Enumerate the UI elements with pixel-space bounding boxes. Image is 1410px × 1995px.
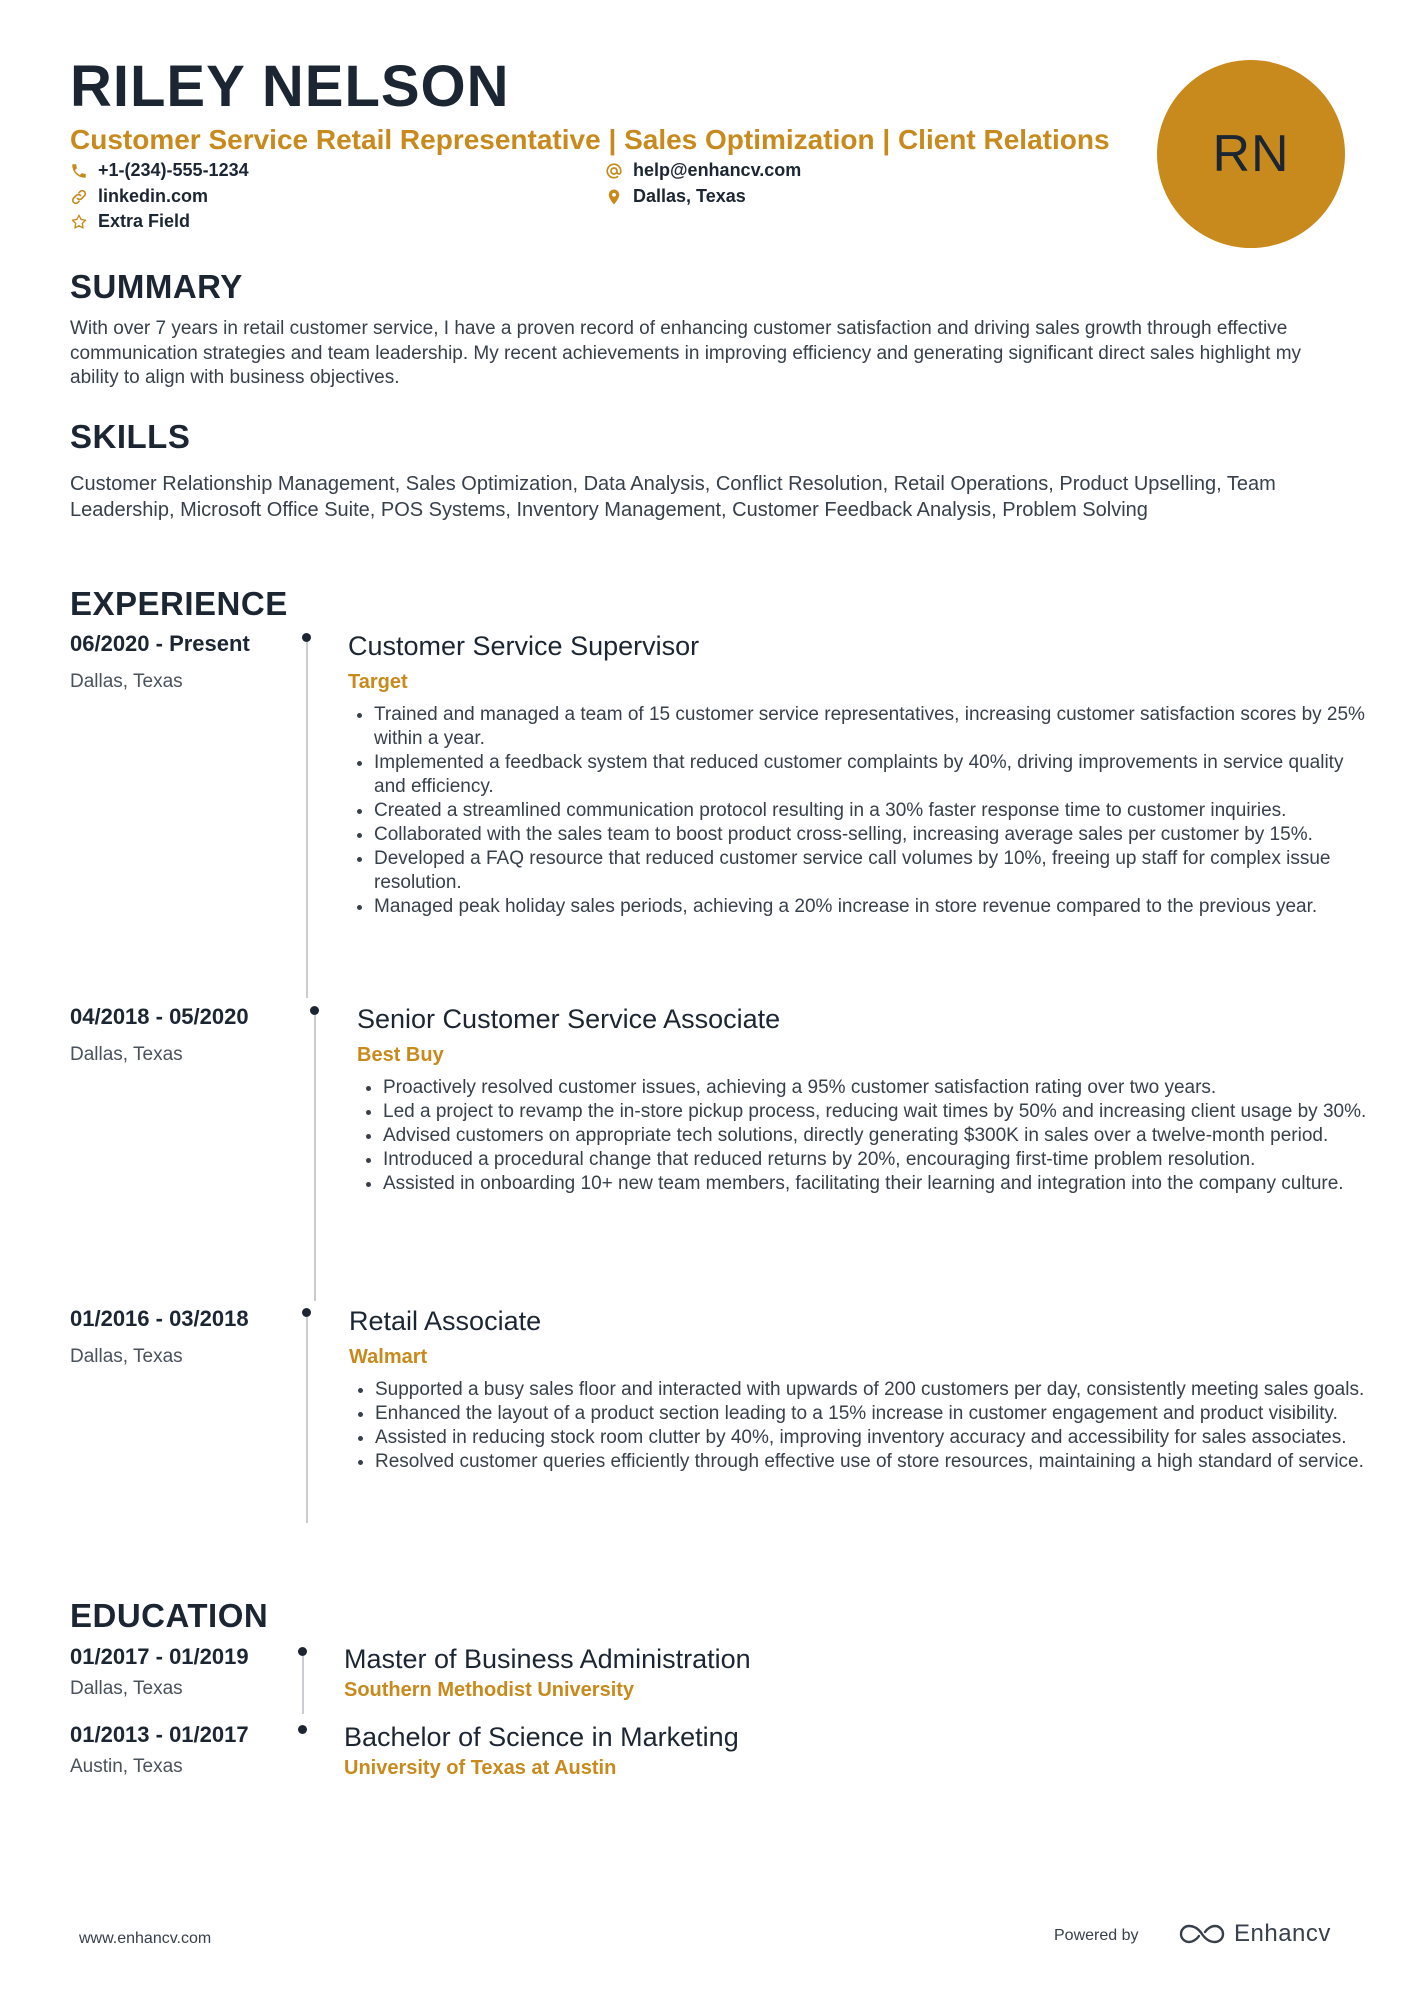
experience-bullets [348,703,1374,919]
map-pin-icon [605,188,623,206]
timeline-line [314,1015,316,1301]
star-icon [70,213,88,231]
experience-bullets [357,1076,1373,1196]
timeline-dot [298,1725,307,1734]
infinity-logo-icon [1178,1922,1226,1946]
experience-location: Dallas, Texas [70,671,183,692]
contact-phone [70,160,249,181]
contact-extra [70,211,190,232]
experience-role: Retail Associate [349,1306,542,1336]
contact-linkedin-text: linkedin.com [98,186,209,206]
contact-extra-text: Extra Field [98,211,191,231]
list-item: • Enhanced the layout of a product section leading to a 15% increase in customer engagement and product visibility. [375,1402,1375,1426]
list-item: • Resolved customer queries efficiently through effective use of store resources, maintaining a high standard of service. [375,1450,1375,1474]
education-dates: 01/2017 - 01/2019 [70,1644,249,1669]
list-item: • Collaborated with the sales team to boost product cross-selling, increasing average sales per customer by 15%. [374,823,1374,847]
candidate-headline: Customer Service Retail Representative | Sales Optimization | Client Relations [70,124,1110,155]
timeline-line [302,1656,304,1714]
experience-role: Customer Service Supervisor [348,631,700,661]
education-school: Southern Methodist University [344,1679,635,1701]
footer-brand-text: Enhancv [1234,1920,1331,1947]
footer-brand-logo[interactable] [1178,1920,1331,1948]
list-item: • Implemented a feedback system that reduced customer complaints by 40%, driving improvements in service quality and efficiency. [374,751,1374,799]
at-sign-icon [605,162,623,180]
link-icon [70,188,88,206]
timeline-dot [310,1006,319,1015]
candidate-name: RILEY NELSON [70,54,510,119]
education-location: Austin, Texas [70,1756,183,1777]
avatar-initials: RN [1212,125,1290,183]
phone-icon [70,162,88,180]
timeline-line [306,1317,308,1523]
list-item: • Assisted in onboarding 10+ new team members, facilitating their learning and integration into the company culture. [383,1172,1373,1196]
list-item: • Trained and managed a team of 15 customer service representatives, increasing customer satisfaction scores by 25% within a year. [374,703,1374,751]
experience-role: Senior Customer Service Associate [357,1004,781,1034]
experience-bullets [349,1378,1375,1474]
experience-dates: 01/2016 - 03/2018 [70,1306,249,1331]
contact-linkedin[interactable] [70,186,208,207]
experience-company: Best Buy [357,1044,444,1066]
list-item: • Advised customers on appropriate tech solutions, directly generating $300K in sales over a twelve-month period. [383,1124,1373,1148]
experience-company: Walmart [349,1346,428,1368]
experience-location: Dallas, Texas [70,1044,183,1065]
timeline-dot [302,1308,311,1317]
summary-text: With over 7 years in retail customer service, I have a proven record of enhancing customer satisfaction and driving sales growth through effective communication strategies and team leadership. My recent achievements in improving efficiency and generating significant direct sales highlight my ability to align with business objectives. [70,318,1302,388]
list-item: • Developed a FAQ resource that reduced customer service call volumes by 10%, freeing up staff for complex issue resolution. [374,847,1374,895]
summary-title: SUMMARY [70,268,243,305]
footer-powered-by: Powered by [1054,1927,1139,1944]
experience-company: Target [348,671,408,693]
contact-phone-text: +1-(234)-555-1234 [98,160,249,180]
list-item: • Managed peak holiday sales periods, achieving a 20% increase in store revenue compared to the previous year. [374,895,1374,919]
list-item: • Proactively resolved customer issues, achieving a 95% customer satisfaction rating over two years. [383,1076,1373,1100]
experience-location: Dallas, Texas [70,1346,183,1367]
list-item: • Created a streamlined communication protocol resulting in a 30% faster response time to customer inquiries. [374,799,1374,823]
experience-dates: 04/2018 - 05/2020 [70,1004,249,1029]
list-item: • Introduced a procedural change that reduced returns by 20%, encouraging first-time problem resolution. [383,1148,1373,1172]
experience-dates: 06/2020 - Present [70,631,250,656]
education-title: EDUCATION [70,1597,269,1634]
contact-location [605,186,746,207]
footer-website-link[interactable]: www.enhancv.com [79,1930,212,1947]
education-school: University of Texas at Austin [344,1757,617,1779]
timeline-dot [298,1647,307,1656]
education-location: Dallas, Texas [70,1678,183,1699]
avatar [1157,60,1345,248]
contact-location-text: Dallas, Texas [633,186,746,206]
education-degree: Master of Business Administration [344,1644,751,1674]
contact-email-text: help@enhancv.com [633,160,802,180]
contact-email[interactable] [605,160,801,181]
skills-title: SKILLS [70,418,191,455]
education-dates: 01/2013 - 01/2017 [70,1722,249,1747]
timeline-dot [302,633,311,642]
list-item: • Supported a busy sales floor and interacted with upwards of 200 customers per day, consistently meeting sales goals. [375,1378,1375,1402]
list-item: • Assisted in reducing stock room clutter by 40%, improving inventory accuracy and accessibility for sales associates. [375,1426,1375,1450]
list-item: • Led a project to revamp the in-store pickup process, reducing wait times by 50% and increasing client usage by 30%. [383,1100,1373,1124]
timeline-line [306,642,308,998]
education-degree: Bachelor of Science in Marketing [344,1722,739,1752]
experience-title: EXPERIENCE [70,585,288,622]
skills-text: Customer Relationship Management, Sales Optimization, Data Analysis, Conflict Resolution, Retail Operations, Product Upselling, Team Leadership, Microsoft Office Suite, POS Systems, Inventory Management, Customer Feedback Analysis, Problem Solving [70,473,1276,521]
